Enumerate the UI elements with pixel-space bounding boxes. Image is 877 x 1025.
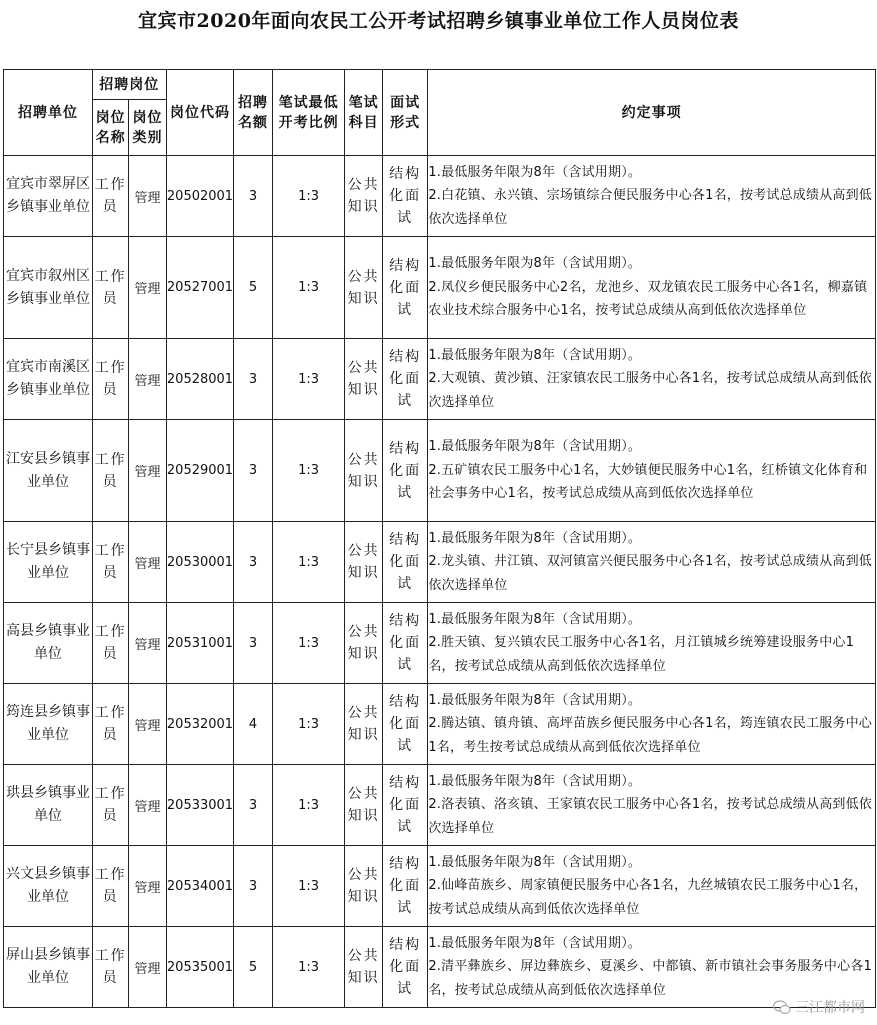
table-row <box>4 846 876 927</box>
subject-cell: 公共知识 <box>345 339 382 420</box>
notes-cell <box>428 684 876 765</box>
position-name-cell: 工作员 <box>92 846 128 927</box>
wechat-icon <box>773 1000 791 1015</box>
position-name-cell: 工作员 <box>92 522 128 603</box>
interview-cell: 结构化面试 <box>382 156 427 237</box>
note-line-2: 2.五矿镇农民工服务中心1名，大妙镇便民服务中心1名，红桥镇文化体育和社会事务中心1名，按考试总成绩从高到低依次选择单位 <box>428 462 868 502</box>
ratio-cell: 1:3 <box>272 420 345 522</box>
position-type-cell: 管理 <box>129 156 166 237</box>
note-line-1: 1.最低服务年限为8年（含试用期）。 <box>428 439 642 455</box>
position-type-cell: 管理 <box>129 522 166 603</box>
note-line-1: 1.最低服务年限为8年（含试用期）。 <box>428 530 642 546</box>
note-line-2: 2.洛表镇、洛亥镇、王家镇农民工服务中心各1名，按考试总成绩从高到低依次选择单位 <box>428 797 873 836</box>
ratio-cell: 1:3 <box>272 846 345 927</box>
quota-cell: 4 <box>234 684 272 765</box>
note-line-2: 2.龙头镇、井江镇、双河镇富兴便民服务中心各1名，按考试总成绩从高到低依次选择单位 <box>428 554 873 593</box>
notes-cell <box>428 339 876 420</box>
position-type-cell: 管理 <box>129 603 166 684</box>
quota-cell: 3 <box>234 765 272 846</box>
note-line-1: 1.最低服务年限为8年（含试用期）。 <box>428 164 642 180</box>
note-line-2: 2.胜天镇、复兴镇农民工服务中心各1名，月江镇城乡统筹建设服务中心1名，按考试总成绩从高到低依次选择单位 <box>428 635 855 674</box>
quota-cell: 5 <box>234 927 272 1008</box>
notes-cell <box>428 522 876 603</box>
note-line-1: 1.最低服务年限为8年（含试用期）。 <box>428 773 642 789</box>
notes-cell <box>428 603 876 684</box>
position-name-cell: 工作员 <box>92 156 128 237</box>
position-name-cell: 工作员 <box>92 237 128 339</box>
code-cell: 20529001 <box>166 420 234 522</box>
header-position-group: 招聘岗位 <box>92 70 166 100</box>
quota-cell: 3 <box>234 339 272 420</box>
interview-cell: 结构化面试 <box>382 339 427 420</box>
position-name-cell: 工作员 <box>92 927 128 1008</box>
interview-cell: 结构化面试 <box>382 603 427 684</box>
ratio-cell: 1:3 <box>272 339 345 420</box>
table-row <box>4 339 876 420</box>
notes-cell <box>428 156 876 237</box>
header-subject: 笔试科目 <box>345 70 382 156</box>
code-cell: 20530001 <box>166 522 234 603</box>
subject-cell: 公共知识 <box>345 156 382 237</box>
unit-cell: 宜宾市叙州区乡镇事业单位 <box>4 237 93 339</box>
table-row <box>4 684 876 765</box>
quota-cell: 3 <box>234 420 272 522</box>
ratio-cell: 1:3 <box>272 237 345 339</box>
subject-cell: 公共知识 <box>345 603 382 684</box>
interview-cell: 结构化面试 <box>382 420 427 522</box>
position-name-cell: 工作员 <box>92 765 128 846</box>
note-line-2: 2.腾达镇、镇舟镇、高坪苗族乡便民服务中心各1名，筠连镇农民工服务中心1名，考生按考试总成绩从高到低依次选择单位 <box>428 716 873 755</box>
note-line-1: 1.最低服务年限为8年（含试用期）。 <box>428 611 642 627</box>
table-row <box>4 237 876 339</box>
unit-cell: 筠连县乡镇事业单位 <box>4 684 93 765</box>
subject-cell: 公共知识 <box>345 420 382 522</box>
ratio-cell: 1:3 <box>272 684 345 765</box>
notes-cell <box>428 927 876 1008</box>
header-ratio: 笔试最低开考比例 <box>272 70 345 156</box>
quota-cell: 3 <box>234 846 272 927</box>
unit-cell: 珙县乡镇事业单位 <box>4 765 93 846</box>
subject-cell: 公共知识 <box>345 846 382 927</box>
position-name-cell: 工作员 <box>92 603 128 684</box>
watermark <box>773 997 865 1017</box>
unit-cell: 长宁县乡镇事业单位 <box>4 522 93 603</box>
interview-cell: 结构化面试 <box>382 765 427 846</box>
table-row <box>4 156 876 237</box>
code-cell: 20528001 <box>166 339 234 420</box>
note-line-2: 2.仙峰苗族乡、周家镇便民服务中心各1名，九丝城镇农民工服务中心1名，按考试总成绩从高到低依次选择单位 <box>428 878 868 917</box>
header-interview: 面试形式 <box>382 70 427 156</box>
watermark-text: 三江都市网 <box>795 1000 865 1016</box>
table-row <box>4 765 876 846</box>
table-row <box>4 927 876 1008</box>
table-row <box>4 522 876 603</box>
ratio-cell: 1:3 <box>272 522 345 603</box>
notes-cell <box>428 846 876 927</box>
note-line-2: 2.清平彝族乡、屏边彝族乡、夏溪乡、中都镇、新市镇社会事务服务中心各1名，按考试总成绩从高到低依次选择单位 <box>428 959 873 998</box>
page-title: 宜宾市2020年面向农民工公开考试招聘乡镇事业单位工作人员岗位表 <box>138 10 739 32</box>
header-code: 岗位代码 <box>166 70 234 156</box>
notes-cell <box>428 420 876 522</box>
note-line-1: 1.最低服务年限为8年（含试用期）。 <box>428 854 642 870</box>
note-line-2: 2.白花镇、永兴镇、宗场镇综合便民服务中心各1名，按考试总成绩从高到低依次选择单位 <box>428 188 873 227</box>
note-line-2: 2.凤仪乡便民服务中心2名，龙池乡、双龙镇农民工服务中心各1名，柳嘉镇农业技术综合服务中心1名，按考试总成绩从高到低依次选择单位 <box>428 279 868 319</box>
position-type-cell: 管理 <box>129 339 166 420</box>
note-line-2: 2.大观镇、黄沙镇、汪家镇农民工服务中心各1名，按考试总成绩从高到低依次选择单位 <box>428 371 873 410</box>
header-unit: 招聘单位 <box>4 70 93 156</box>
quota-cell: 3 <box>234 156 272 237</box>
position-type-cell: 管理 <box>129 684 166 765</box>
note-line-1: 1.最低服务年限为8年（含试用期）。 <box>428 256 642 272</box>
unit-cell: 宜宾市翠屏区乡镇事业单位 <box>4 156 93 237</box>
notes-cell <box>428 237 876 339</box>
position-type-cell: 管理 <box>129 927 166 1008</box>
interview-cell: 结构化面试 <box>382 684 427 765</box>
table-row <box>4 420 876 522</box>
quota-cell: 3 <box>234 603 272 684</box>
note-line-1: 1.最低服务年限为8年（含试用期）。 <box>428 347 642 363</box>
position-name-cell: 工作员 <box>92 339 128 420</box>
unit-cell: 高县乡镇事业单位 <box>4 603 93 684</box>
unit-cell: 兴文县乡镇事业单位 <box>4 846 93 927</box>
ratio-cell: 1:3 <box>272 927 345 1008</box>
quota-cell: 3 <box>234 522 272 603</box>
code-cell: 20535001 <box>166 927 234 1008</box>
unit-cell: 屏山县乡镇事业单位 <box>4 927 93 1008</box>
code-cell: 20532001 <box>166 684 234 765</box>
interview-cell: 结构化面试 <box>382 846 427 927</box>
code-cell: 20533001 <box>166 765 234 846</box>
interview-cell: 结构化面试 <box>382 522 427 603</box>
code-cell: 20527001 <box>166 237 234 339</box>
header-quota: 招聘名额 <box>234 70 272 156</box>
subject-cell: 公共知识 <box>345 684 382 765</box>
position-name-cell: 工作员 <box>92 684 128 765</box>
position-type-cell: 管理 <box>129 765 166 846</box>
ratio-cell: 1:3 <box>272 603 345 684</box>
interview-cell: 结构化面试 <box>382 927 427 1008</box>
header-position-type: 岗位类别 <box>129 100 166 156</box>
code-cell: 20531001 <box>166 603 234 684</box>
subject-cell: 公共知识 <box>345 522 382 603</box>
notes-cell <box>428 765 876 846</box>
ratio-cell: 1:3 <box>272 765 345 846</box>
position-name-cell: 工作员 <box>92 420 128 522</box>
note-line-1: 1.最低服务年限为8年（含试用期）。 <box>428 692 642 708</box>
interview-cell: 结构化面试 <box>382 237 427 339</box>
position-type-cell: 管理 <box>129 420 166 522</box>
table-row <box>4 603 876 684</box>
unit-cell: 江安县乡镇事业单位 <box>4 420 93 522</box>
ratio-cell: 1:3 <box>272 156 345 237</box>
header-position-name: 岗位名称 <box>92 100 128 156</box>
code-cell: 20534001 <box>166 846 234 927</box>
subject-cell: 公共知识 <box>345 765 382 846</box>
unit-cell: 宜宾市南溪区乡镇事业单位 <box>4 339 93 420</box>
subject-cell: 公共知识 <box>345 237 382 339</box>
code-cell: 20502001 <box>166 156 234 237</box>
position-type-cell: 管理 <box>129 237 166 339</box>
quota-cell: 5 <box>234 237 272 339</box>
position-table <box>3 69 876 1008</box>
position-type-cell: 管理 <box>129 846 166 927</box>
subject-cell: 公共知识 <box>345 927 382 1008</box>
header-notes: 约定事项 <box>428 70 876 156</box>
note-line-1: 1.最低服务年限为8年（含试用期）。 <box>428 935 642 951</box>
